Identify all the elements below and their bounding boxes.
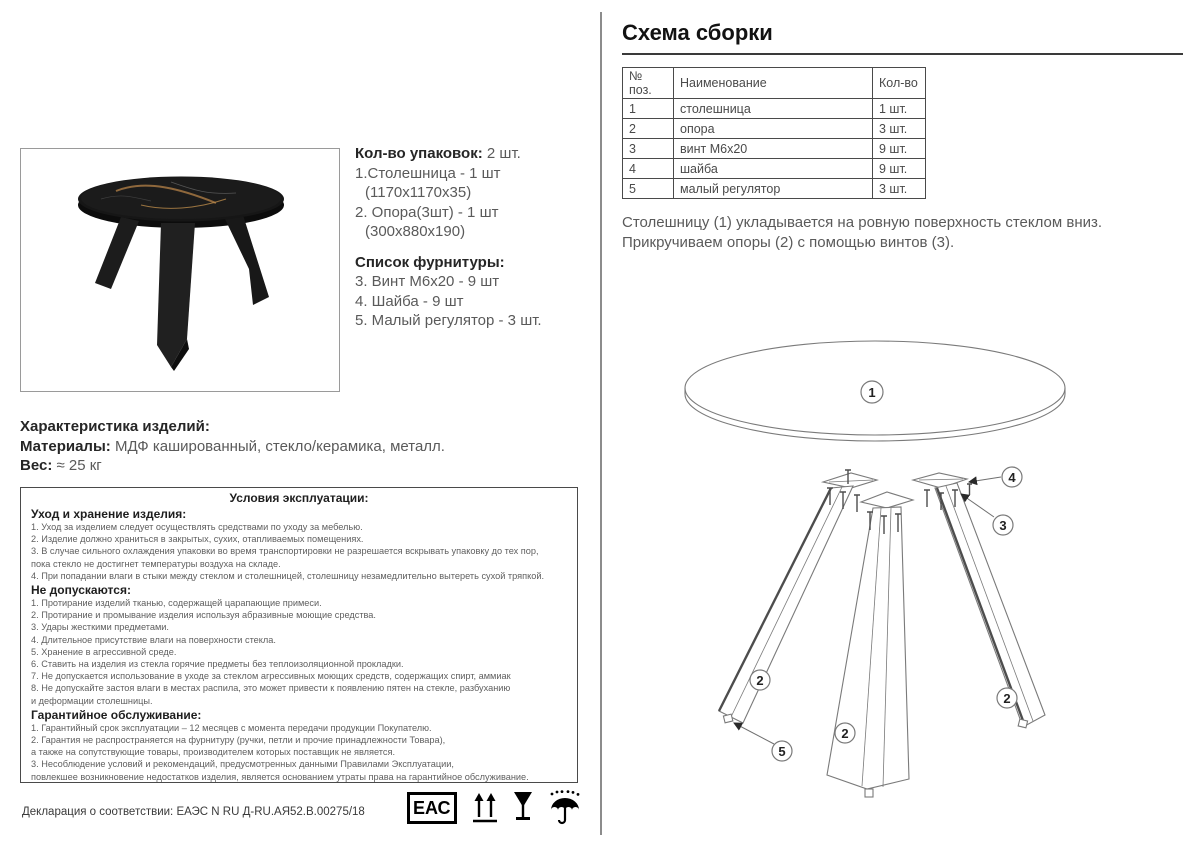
cell-qty: 3 шт. (873, 119, 926, 139)
cell-qty: 9 шт. (873, 139, 926, 159)
prohibited-line: 5. Хранение в агрессивной среде. (31, 646, 177, 657)
materials-label: Материалы: (20, 437, 111, 455)
label-regulator: 5 (778, 744, 786, 759)
cell-name: шайба (674, 159, 873, 179)
prohibited-line: и деформации столешницы. (31, 695, 153, 706)
packaging-count-value: 2 шт. (482, 145, 521, 162)
table-row (623, 159, 926, 179)
parts-table (622, 67, 926, 199)
care-line: пока стекло не достигнет температуры воздуха на складе. (31, 558, 281, 569)
parts-table-header (623, 68, 926, 99)
packaging-info (355, 144, 600, 331)
product-photo-round-table (21, 149, 339, 391)
label-washer: 4 (1008, 470, 1016, 485)
header-pos: № поз. (623, 68, 674, 99)
packaging-count-label: Кол-во упаковок: (355, 145, 483, 162)
handling-icons (407, 790, 582, 826)
prohibited-line: 4. Длительное присутствие влаги на поверхности стекла. (31, 634, 276, 645)
conformity-declaration: Декларация о соответствии: ЕАЭС N RU Д-RU.АЯ52.В.00275/18 (22, 806, 365, 818)
label-leg-left: 2 (756, 673, 764, 688)
prohibited-heading: Не допускаются: (31, 583, 131, 598)
label-leg-mid: 2 (841, 726, 849, 741)
care-heading: Уход и хранение изделия: (31, 507, 187, 521)
this-way-up-icon (472, 791, 498, 825)
cell-pos: 5 (623, 179, 674, 199)
prohibited-line: 6. Ставить на изделия из стекла горячие предметы без теплоизоляционной прокладки. (31, 659, 404, 670)
prohibited-line: 1. Протирание изделий тканью, содержащей царапающие примеси. (31, 598, 322, 609)
hardware-item: 5. Малый регулятор - 3 шт. (355, 312, 542, 329)
weight-label: Вес: (20, 457, 53, 474)
prohibited-line: 2. Протирание и промывание изделия используя абразивные моющие средства. (31, 610, 376, 621)
hardware-item: 4. Шайба - 9 шт (355, 292, 464, 310)
packaging-item-2: 2. Опора(3шт) - 1 шт (355, 203, 499, 221)
warranty-line: повлекшее возникновение недостатков изделия, является основанием утраты права на гарантийное обслуживание. (31, 771, 529, 782)
packaging-count-line (355, 144, 600, 164)
label-tabletop: 1 (868, 385, 876, 400)
hardware-item: 3. Винт М6х20 - 9 шт (355, 273, 500, 290)
cell-qty: 9 шт. (873, 159, 926, 179)
table-row (623, 139, 926, 159)
spacer (355, 242, 600, 253)
cell-name: малый регулятор (674, 179, 873, 199)
usage-conditions-box (20, 487, 578, 783)
warranty-line: 2. Гарантия не распространяется на фурнитуру (ручки, петли и прочие принадлежности Товара), (31, 735, 446, 746)
label-screw: 3 (999, 518, 1007, 533)
conditions-title: Условия эксплуатации: (229, 491, 369, 505)
fragile-glass-icon (513, 791, 533, 825)
label-leg-right: 2 (1003, 691, 1011, 706)
cell-name: опора (674, 119, 873, 139)
instruction-line: Прикручиваем опоры (2) с помощью винтов (3). (622, 234, 955, 251)
materials-value: МДФ кашированный, стекло/керамика, металл. (110, 437, 445, 455)
prohibited-line: 7. Не допускается использование в уходе за стеклом агрессивных моющих средств, содержащих спирт, аммиак (31, 671, 511, 682)
materials-line (20, 437, 540, 457)
column-divider (600, 12, 602, 835)
product-photo-frame (20, 148, 340, 392)
cell-name: винт М6х20 (674, 139, 873, 159)
exploded-view-drawing (615, 330, 1195, 830)
cell-qty: 1 шт. (873, 99, 926, 119)
assembly-instructions (622, 213, 1188, 253)
table-row (623, 179, 926, 199)
characteristics-title: Характеристика изделий: (20, 418, 210, 435)
care-line: 1. Уход за изделием следует осуществлять средствами по уходу за мебелью. (31, 522, 363, 532)
table-row (623, 99, 926, 119)
keep-dry-icon (548, 790, 582, 826)
care-line: 3. В случае сильного охлаждения упаковки во время транспортировки не разрешается вскрывать упаковку до тех пор, (31, 546, 539, 557)
care-line: 2. Изделие должно храниться в закрытых, сухих, отапливаемых помещениях. (31, 534, 364, 545)
product-characteristics (20, 417, 540, 476)
prohibited-line: 8. Не допускайте застоя влаги в местах распила, это может привести к появлению пятен на стекле, разбуханию (31, 683, 511, 694)
care-line: 4. При попадании влаги в стыки между стеклом и столешницей, столешницу незамедлительно вытереть сухой тряпкой. (31, 570, 545, 581)
instruction-line: Столешницу (1) укладывается на ровную поверхность стеклом вниз. (622, 214, 1103, 231)
packaging-item-2-dimensions: (300х880х190) (365, 223, 466, 240)
header-name: Наименование (674, 68, 873, 99)
cell-qty: 3 шт. (873, 179, 926, 199)
assembly-diagram (615, 330, 1195, 835)
page-title: Схема сборки (622, 20, 1183, 55)
eac-mark-icon: ЕАС (407, 792, 457, 824)
hardware-list-title: Список фурнитуры: (355, 253, 505, 271)
packaging-item-1: 1.Столешница - 1 шт (355, 164, 501, 182)
weight-line (20, 456, 540, 476)
warranty-line: а также на сопутствующие товары, производителем которых поставщик не является. (31, 747, 396, 758)
cell-pos: 3 (623, 139, 674, 159)
warranty-line: 1. Гарантийный срок эксплуатации – 12 месяцев с момента передачи продукции Покупателю. (31, 722, 432, 733)
prohibited-line: 3. Удары жесткими предметами. (31, 622, 169, 633)
cell-pos: 2 (623, 119, 674, 139)
header-qty: Кол-во (873, 68, 926, 99)
weight-value: ≈ 25 кг (52, 457, 102, 474)
warranty-heading: Гарантийное обслуживание: (31, 707, 202, 722)
cell-pos: 1 (623, 99, 674, 119)
cell-name: столешница (674, 99, 873, 119)
packaging-item-1-dimensions: (1170х1170х35) (365, 184, 472, 201)
warranty-line: 3. Несоблюдение условий и рекомендаций, предусмотренных данными Правилами Эксплуатации, (31, 759, 454, 770)
table-row (623, 119, 926, 139)
cell-pos: 4 (623, 159, 674, 179)
